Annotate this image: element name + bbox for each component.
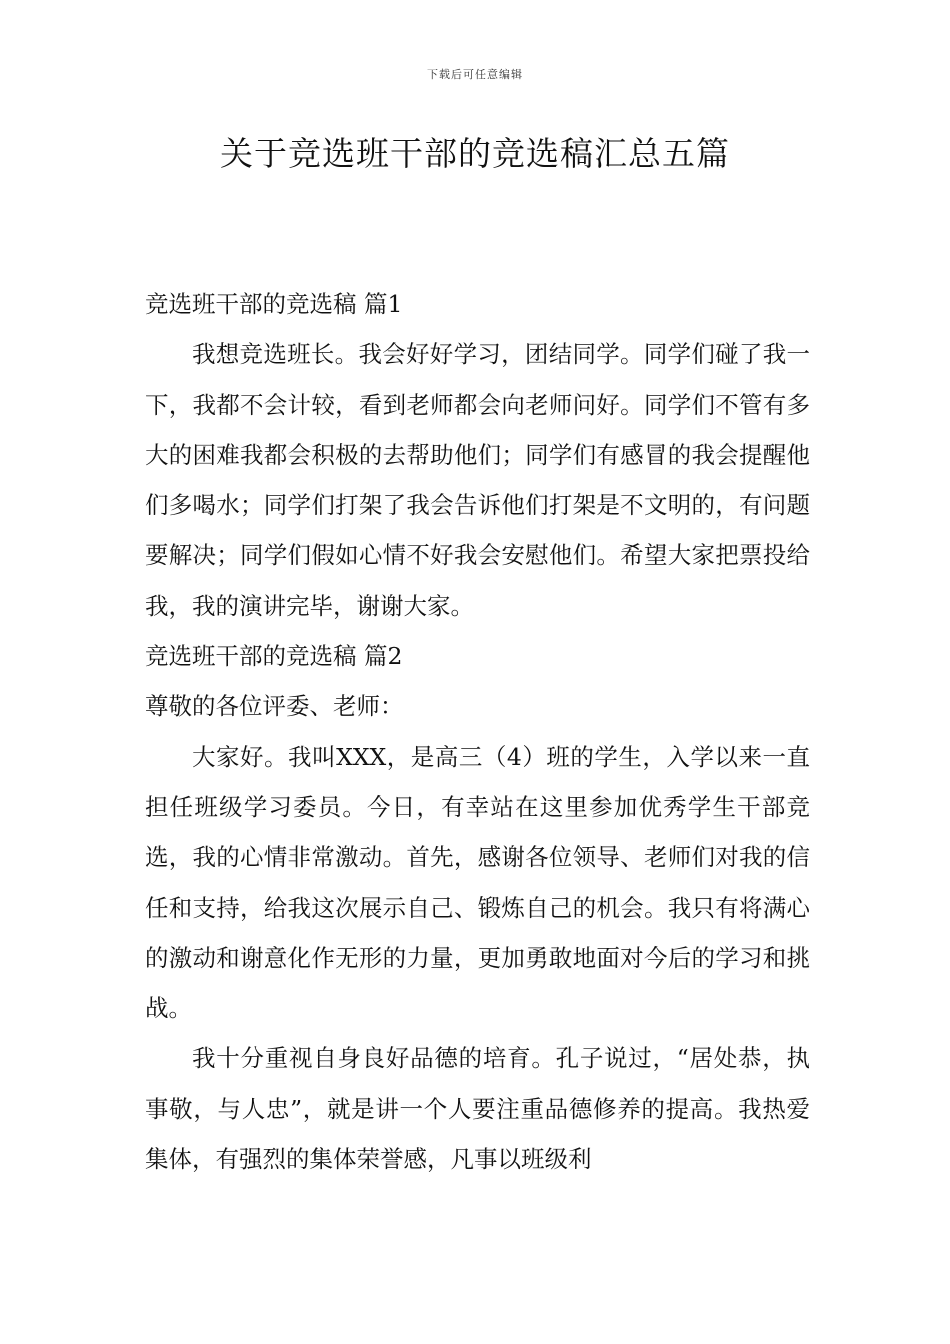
- section-heading-1: 竞选班干部的竞选稿 篇1: [145, 290, 403, 318]
- document-title: 关于竞选班干部的竞选稿汇总五篇: [220, 134, 730, 173]
- paragraph: 我十分重视自身良好品德的培育。孔子说过，“居处恭，执事敬，与人忠”，就是讲一个人要注重品德修养的提高。我热爱集体，有强烈的集体荣誉感，凡事以班级利: [145, 1044, 810, 1174]
- salutation: 尊敬的各位评委、老师：: [145, 692, 404, 721]
- paragraph: 大家好。我叫XXX，是高三（4）班的学生，入学以来一直担任班级学习委员。今日，有幸站在这里参加优秀学生干部竞选，我的心情非常激动。首先，感谢各位领导、老师们对我的信任和支持，给我这次展示自己、锻炼自己的机会。我只有将满心的激动和谢意化作无形的力量，更加勇敢地面对今后的学习和挑战。: [145, 742, 810, 1023]
- header-note: 下载后可任意编辑: [427, 68, 523, 81]
- paragraph: 我想竞选班长。我会好好学习，团结同学。同学们碰了我一下，我都不会计较，看到老师都会向老师问好。同学们不管有多大的困难我都会积极的去帮助他们；同学们有感冒的我会提醒他们多喝水；同学们打架了我会告诉他们打架是不文明的，有问题要解决；同学们假如心情不好我会安慰他们。希望大家把票投给我，我的演讲完毕，谢谢大家。: [145, 340, 810, 620]
- section-heading-2: 竞选班干部的竞选稿 篇2: [145, 642, 403, 671]
- document-body: [145, 279, 810, 1184]
